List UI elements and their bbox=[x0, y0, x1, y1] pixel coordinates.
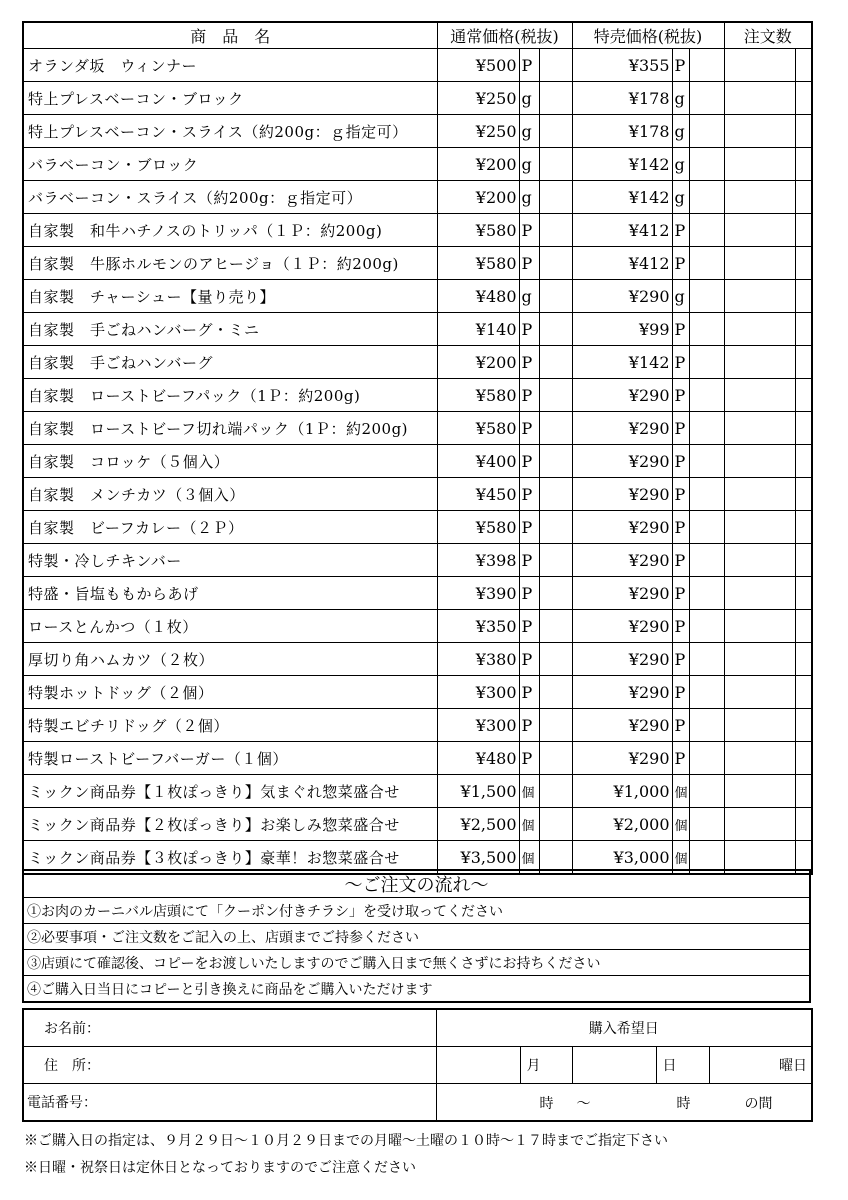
regular-price: ¥380 bbox=[437, 643, 519, 676]
sale-qty-cell[interactable] bbox=[689, 445, 724, 478]
time-range-field[interactable] bbox=[436, 1084, 812, 1122]
order-qty-extra[interactable] bbox=[795, 280, 812, 313]
regular-price: ¥3,500 bbox=[437, 841, 519, 875]
sale-price: ¥355 bbox=[572, 49, 672, 82]
sale-unit: P bbox=[672, 709, 689, 742]
order-qty-input[interactable] bbox=[724, 643, 795, 676]
regular-price: ¥580 bbox=[437, 214, 519, 247]
regular-unit: g bbox=[519, 181, 539, 214]
sale-price: ¥290 bbox=[572, 643, 672, 676]
table-row bbox=[23, 247, 812, 280]
flow-title: ～ご注文の流れ～ bbox=[23, 870, 810, 898]
table-header-row bbox=[23, 22, 812, 49]
month-input[interactable] bbox=[436, 1047, 520, 1084]
regular-unit: g bbox=[519, 280, 539, 313]
sale-qty-cell[interactable] bbox=[689, 148, 724, 181]
table-row bbox=[23, 82, 812, 115]
sale-qty-cell[interactable] bbox=[689, 808, 724, 841]
product-name: 自家製 ローストビーフパック（1Ｐ：約200g) bbox=[23, 379, 437, 412]
note-holiday: ※日曜・祝祭日は定休日となっておりますのでご注意ください bbox=[24, 1160, 416, 1176]
sale-price: ¥178 bbox=[572, 82, 672, 115]
sale-qty-cell[interactable] bbox=[689, 379, 724, 412]
order-qty-extra[interactable] bbox=[795, 115, 812, 148]
table-row bbox=[23, 676, 812, 709]
regular-qty-cell[interactable] bbox=[539, 181, 572, 214]
sale-unit: P bbox=[672, 346, 689, 379]
sale-qty-cell[interactable] bbox=[689, 412, 724, 445]
sale-qty-cell[interactable] bbox=[689, 610, 724, 643]
regular-price: ¥580 bbox=[437, 379, 519, 412]
sale-unit: g bbox=[672, 280, 689, 313]
sale-price: ¥142 bbox=[572, 148, 672, 181]
table-row bbox=[23, 115, 812, 148]
order-qty-input[interactable] bbox=[724, 610, 795, 643]
regular-unit: P bbox=[519, 478, 539, 511]
order-qty-extra[interactable] bbox=[795, 775, 812, 808]
table-row bbox=[23, 808, 812, 841]
table-row bbox=[23, 709, 812, 742]
order-qty-input[interactable] bbox=[724, 181, 795, 214]
product-name: 自家製 コロッケ（５個入） bbox=[23, 445, 437, 478]
header-regular-price: 通常価格(税抜) bbox=[437, 22, 572, 49]
sale-price: ¥290 bbox=[572, 280, 672, 313]
regular-qty-cell[interactable] bbox=[539, 676, 572, 709]
sale-qty-cell[interactable] bbox=[689, 181, 724, 214]
weekday-field[interactable]: 曜日 bbox=[709, 1047, 812, 1084]
sale-qty-cell[interactable] bbox=[689, 49, 724, 82]
sale-qty-cell[interactable] bbox=[689, 82, 724, 115]
regular-unit: P bbox=[519, 643, 539, 676]
regular-unit: P bbox=[519, 742, 539, 775]
customer-form bbox=[22, 1008, 813, 1122]
sale-price: ¥290 bbox=[572, 412, 672, 445]
header-order-qty: 注文数 bbox=[724, 22, 812, 49]
sale-unit: P bbox=[672, 49, 689, 82]
sale-qty-cell[interactable] bbox=[689, 115, 724, 148]
regular-unit: g bbox=[519, 82, 539, 115]
regular-price: ¥200 bbox=[437, 181, 519, 214]
product-name: 自家製 手ごねハンバーグ bbox=[23, 346, 437, 379]
regular-qty-cell[interactable] bbox=[539, 577, 572, 610]
order-qty-input[interactable] bbox=[724, 742, 795, 775]
sale-qty-cell[interactable] bbox=[689, 676, 724, 709]
order-qty-extra[interactable] bbox=[795, 82, 812, 115]
sale-price: ¥142 bbox=[572, 181, 672, 214]
regular-unit: P bbox=[519, 214, 539, 247]
sale-qty-cell[interactable] bbox=[689, 742, 724, 775]
day-label: 日 bbox=[656, 1047, 709, 1084]
sale-unit: 個 bbox=[672, 808, 689, 841]
order-qty-input[interactable] bbox=[724, 214, 795, 247]
product-name: バラベーコン・スライス（約200g：ｇ指定可） bbox=[23, 181, 437, 214]
product-name: オランダ坂 ウィンナー bbox=[23, 49, 437, 82]
table-row bbox=[23, 49, 812, 82]
table-row bbox=[23, 313, 812, 346]
order-qty-extra[interactable] bbox=[795, 346, 812, 379]
product-name: 自家製 ビーフカレー（２Ｐ） bbox=[23, 511, 437, 544]
sale-price: ¥1,000 bbox=[572, 775, 672, 808]
regular-unit: g bbox=[519, 115, 539, 148]
regular-price: ¥398 bbox=[437, 544, 519, 577]
product-name: 自家製 牛豚ホルモンのアヒージョ（１Ｐ：約200g) bbox=[23, 247, 437, 280]
regular-unit: 個 bbox=[519, 808, 539, 841]
regular-qty-cell[interactable] bbox=[539, 346, 572, 379]
product-name: 自家製 手ごねハンバーグ・ミニ bbox=[23, 313, 437, 346]
table-row bbox=[23, 214, 812, 247]
sale-unit: P bbox=[672, 544, 689, 577]
sale-unit: P bbox=[672, 247, 689, 280]
regular-price: ¥1,500 bbox=[437, 775, 519, 808]
product-name: 自家製 チャーシュー【量り売り】 bbox=[23, 280, 437, 313]
regular-unit: P bbox=[519, 445, 539, 478]
order-qty-input[interactable] bbox=[724, 577, 795, 610]
regular-unit: P bbox=[519, 610, 539, 643]
regular-qty-cell[interactable] bbox=[539, 709, 572, 742]
sale-qty-cell[interactable] bbox=[689, 280, 724, 313]
order-qty-extra[interactable] bbox=[795, 742, 812, 775]
regular-price: ¥450 bbox=[437, 478, 519, 511]
sale-unit: 個 bbox=[672, 775, 689, 808]
regular-unit: P bbox=[519, 412, 539, 445]
sale-price: ¥2,000 bbox=[572, 808, 672, 841]
regular-price: ¥200 bbox=[437, 148, 519, 181]
regular-unit: P bbox=[519, 313, 539, 346]
product-name: 特製ホットドッグ（２個） bbox=[23, 676, 437, 709]
sale-price: ¥290 bbox=[572, 610, 672, 643]
order-qty-extra[interactable] bbox=[795, 181, 812, 214]
order-qty-extra[interactable] bbox=[795, 577, 812, 610]
regular-price: ¥2,500 bbox=[437, 808, 519, 841]
product-name: 特上プレスベーコン・ブロック bbox=[23, 82, 437, 115]
table-row bbox=[23, 379, 812, 412]
regular-unit: P bbox=[519, 346, 539, 379]
sale-price: ¥412 bbox=[572, 214, 672, 247]
product-name: 特製エビチリドッグ（２個） bbox=[23, 709, 437, 742]
sale-price: ¥290 bbox=[572, 577, 672, 610]
regular-qty-cell[interactable] bbox=[539, 544, 572, 577]
order-qty-extra[interactable] bbox=[795, 247, 812, 280]
regular-price: ¥580 bbox=[437, 412, 519, 445]
flow-step-4: ④ご購入日当日にコピーと引き換えに商品をご購入いただけます bbox=[23, 976, 810, 1003]
order-qty-extra[interactable] bbox=[795, 49, 812, 82]
product-name: ミックン商品券【１枚ぽっきり】気まぐれ惣菜盛合せ bbox=[23, 775, 437, 808]
order-qty-input[interactable] bbox=[724, 280, 795, 313]
product-table bbox=[22, 21, 813, 875]
table-row bbox=[23, 478, 812, 511]
regular-qty-cell[interactable] bbox=[539, 412, 572, 445]
flow-step-3: ③店頭にて確認後、コピーをお渡しいたしますのでご購入日まで無くさずにお持ちください bbox=[23, 950, 810, 976]
regular-unit: 個 bbox=[519, 775, 539, 808]
sale-unit: P bbox=[672, 445, 689, 478]
sale-unit: P bbox=[672, 313, 689, 346]
sale-price: ¥178 bbox=[572, 115, 672, 148]
regular-price: ¥480 bbox=[437, 280, 519, 313]
sale-unit: P bbox=[672, 478, 689, 511]
regular-qty-cell[interactable] bbox=[539, 115, 572, 148]
regular-unit: P bbox=[519, 577, 539, 610]
sale-qty-cell[interactable] bbox=[689, 247, 724, 280]
sale-price: ¥412 bbox=[572, 247, 672, 280]
order-qty-input[interactable] bbox=[724, 478, 795, 511]
regular-price: ¥200 bbox=[437, 346, 519, 379]
sale-unit: P bbox=[672, 412, 689, 445]
sale-qty-cell[interactable] bbox=[689, 643, 724, 676]
regular-qty-cell[interactable] bbox=[539, 214, 572, 247]
sale-price: ¥290 bbox=[572, 709, 672, 742]
order-qty-input[interactable] bbox=[724, 49, 795, 82]
table-row bbox=[23, 742, 812, 775]
order-qty-extra[interactable] bbox=[795, 214, 812, 247]
table-row bbox=[23, 445, 812, 478]
sale-qty-cell[interactable] bbox=[689, 478, 724, 511]
order-qty-input[interactable] bbox=[724, 412, 795, 445]
sale-price: ¥290 bbox=[572, 676, 672, 709]
sale-price: ¥290 bbox=[572, 445, 672, 478]
sale-unit: P bbox=[672, 610, 689, 643]
table-row bbox=[23, 775, 812, 808]
regular-qty-cell[interactable] bbox=[539, 49, 572, 82]
product-name: バラベーコン・ブロック bbox=[23, 148, 437, 181]
day-input[interactable] bbox=[572, 1047, 656, 1084]
regular-unit: P bbox=[519, 511, 539, 544]
regular-price: ¥350 bbox=[437, 610, 519, 643]
sale-price: ¥290 bbox=[572, 511, 672, 544]
order-qty-input[interactable] bbox=[724, 82, 795, 115]
phone-field[interactable]: 電話番号： bbox=[23, 1084, 436, 1122]
order-qty-input[interactable] bbox=[724, 544, 795, 577]
regular-qty-cell[interactable] bbox=[539, 313, 572, 346]
purchase-date-label: 購入希望日 bbox=[436, 1009, 812, 1047]
order-qty-input[interactable] bbox=[724, 775, 795, 808]
regular-price: ¥500 bbox=[437, 49, 519, 82]
sale-qty-cell[interactable] bbox=[689, 214, 724, 247]
regular-price: ¥250 bbox=[437, 115, 519, 148]
regular-qty-cell[interactable] bbox=[539, 643, 572, 676]
product-name: 厚切り角ハムカツ（２枚） bbox=[23, 643, 437, 676]
product-name: 自家製 和牛ハチノスのトリッパ（１Ｐ：約200g) bbox=[23, 214, 437, 247]
address-field[interactable]: 住 所： bbox=[23, 1047, 436, 1084]
sale-unit: g bbox=[672, 148, 689, 181]
order-qty-extra[interactable] bbox=[795, 544, 812, 577]
order-qty-input[interactable] bbox=[724, 709, 795, 742]
sale-unit: P bbox=[672, 214, 689, 247]
product-name: 特製ローストビーフバーガー（１個） bbox=[23, 742, 437, 775]
order-qty-input[interactable] bbox=[724, 808, 795, 841]
name-field[interactable]: お名前： bbox=[23, 1009, 436, 1047]
sale-price: ¥290 bbox=[572, 544, 672, 577]
regular-qty-cell[interactable] bbox=[539, 445, 572, 478]
order-qty-extra[interactable] bbox=[795, 643, 812, 676]
tilde-label: ～ bbox=[576, 1096, 591, 1112]
month-label: 月 bbox=[520, 1047, 572, 1084]
between-label: の間 bbox=[744, 1096, 773, 1112]
order-qty-input[interactable] bbox=[724, 247, 795, 280]
sale-qty-cell[interactable] bbox=[689, 511, 724, 544]
order-qty-extra[interactable] bbox=[795, 313, 812, 346]
order-qty-extra[interactable] bbox=[795, 709, 812, 742]
regular-price: ¥140 bbox=[437, 313, 519, 346]
header-sale-price: 特売価格(税抜) bbox=[572, 22, 724, 49]
order-qty-input[interactable] bbox=[724, 346, 795, 379]
order-qty-input[interactable] bbox=[724, 676, 795, 709]
order-qty-input[interactable] bbox=[724, 445, 795, 478]
order-qty-input[interactable] bbox=[724, 379, 795, 412]
regular-unit: g bbox=[519, 148, 539, 181]
regular-unit: P bbox=[519, 247, 539, 280]
regular-price: ¥580 bbox=[437, 511, 519, 544]
regular-price: ¥480 bbox=[437, 742, 519, 775]
table-row bbox=[23, 181, 812, 214]
regular-unit: 個 bbox=[519, 841, 539, 875]
regular-price: ¥300 bbox=[437, 709, 519, 742]
product-name: ミックン商品券【２枚ぽっきり】お楽しみ惣菜盛合せ bbox=[23, 808, 437, 841]
sale-unit: g bbox=[672, 82, 689, 115]
sale-unit: P bbox=[672, 676, 689, 709]
regular-price: ¥300 bbox=[437, 676, 519, 709]
order-qty-extra[interactable] bbox=[795, 808, 812, 841]
regular-price: ¥250 bbox=[437, 82, 519, 115]
order-qty-input[interactable] bbox=[724, 511, 795, 544]
sale-unit: P bbox=[672, 511, 689, 544]
sale-unit: P bbox=[672, 577, 689, 610]
order-qty-extra[interactable] bbox=[795, 610, 812, 643]
order-qty-input[interactable] bbox=[724, 313, 795, 346]
sale-unit: P bbox=[672, 379, 689, 412]
sale-qty-cell[interactable] bbox=[689, 577, 724, 610]
sale-price: ¥290 bbox=[572, 742, 672, 775]
table-row bbox=[23, 280, 812, 313]
sale-price: ¥142 bbox=[572, 346, 672, 379]
regular-qty-cell[interactable] bbox=[539, 511, 572, 544]
regular-price: ¥400 bbox=[437, 445, 519, 478]
product-name: 特上プレスベーコン・スライス（約200g：ｇ指定可） bbox=[23, 115, 437, 148]
sale-unit: g bbox=[672, 115, 689, 148]
sale-price: ¥99 bbox=[572, 313, 672, 346]
product-rows bbox=[23, 49, 812, 875]
order-flow-box bbox=[22, 869, 811, 1003]
product-name: 特盛・旨塩ももからあげ bbox=[23, 577, 437, 610]
sale-unit: P bbox=[672, 742, 689, 775]
order-qty-extra[interactable] bbox=[795, 148, 812, 181]
regular-unit: P bbox=[519, 379, 539, 412]
regular-qty-cell[interactable] bbox=[539, 610, 572, 643]
regular-qty-cell[interactable] bbox=[539, 775, 572, 808]
sale-unit: 個 bbox=[672, 841, 689, 875]
regular-unit: P bbox=[519, 709, 539, 742]
sale-price: ¥290 bbox=[572, 379, 672, 412]
sale-qty-cell[interactable] bbox=[689, 775, 724, 808]
regular-unit: P bbox=[519, 544, 539, 577]
regular-qty-cell[interactable] bbox=[539, 478, 572, 511]
table-row bbox=[23, 643, 812, 676]
table-row bbox=[23, 148, 812, 181]
sale-qty-cell[interactable] bbox=[689, 544, 724, 577]
order-qty-extra[interactable] bbox=[795, 676, 812, 709]
table-row bbox=[23, 511, 812, 544]
table-row bbox=[23, 412, 812, 445]
table-row bbox=[23, 577, 812, 610]
product-name: 自家製 ローストビーフ切れ端パック（1Ｐ：約200g) bbox=[23, 412, 437, 445]
sale-unit: g bbox=[672, 181, 689, 214]
sale-qty-cell[interactable] bbox=[689, 709, 724, 742]
regular-unit: P bbox=[519, 676, 539, 709]
header-product-name: 商 品 名 bbox=[23, 22, 437, 49]
sale-price: ¥3,000 bbox=[572, 841, 672, 875]
table-row bbox=[23, 544, 812, 577]
note-date-range: ※ご購入日の指定は、９月２９日～１０月２９日までの月曜～土曜の１０時～１７時までご指定下さい bbox=[24, 1133, 668, 1149]
order-qty-extra[interactable] bbox=[795, 412, 812, 445]
regular-qty-cell[interactable] bbox=[539, 82, 572, 115]
regular-qty-cell[interactable] bbox=[539, 148, 572, 181]
regular-qty-cell[interactable] bbox=[539, 247, 572, 280]
order-qty-input[interactable] bbox=[724, 115, 795, 148]
order-qty-extra[interactable] bbox=[795, 511, 812, 544]
flow-step-1: ①お肉のカーニバル店頭にて「クーポン付きチラシ」を受け取ってください bbox=[23, 898, 810, 924]
flow-step-2: ②必要事項・ご注文数をご記入の上、店頭までご持参ください bbox=[23, 924, 810, 950]
regular-price: ¥390 bbox=[437, 577, 519, 610]
regular-price: ¥580 bbox=[437, 247, 519, 280]
product-name: ミックン商品券【３枚ぽっきり】豪華！お惣菜盛合せ bbox=[23, 841, 437, 875]
product-name: ロースとんかつ（１枚） bbox=[23, 610, 437, 643]
product-name: 自家製 メンチカツ（３個入） bbox=[23, 478, 437, 511]
order-qty-extra[interactable] bbox=[795, 478, 812, 511]
sale-qty-cell[interactable] bbox=[689, 346, 724, 379]
table-row bbox=[23, 346, 812, 379]
regular-qty-cell[interactable] bbox=[539, 280, 572, 313]
regular-qty-cell[interactable] bbox=[539, 808, 572, 841]
order-qty-extra[interactable] bbox=[795, 379, 812, 412]
order-qty-extra[interactable] bbox=[795, 445, 812, 478]
sale-price: ¥290 bbox=[572, 478, 672, 511]
hour-label: 時 bbox=[539, 1096, 554, 1112]
order-qty-input[interactable] bbox=[724, 148, 795, 181]
regular-unit: P bbox=[519, 49, 539, 82]
table-row bbox=[23, 610, 812, 643]
product-name: 特製・冷しチキンバー bbox=[23, 544, 437, 577]
regular-qty-cell[interactable] bbox=[539, 742, 572, 775]
hour-label-2: 時 bbox=[676, 1096, 691, 1112]
sale-unit: P bbox=[672, 643, 689, 676]
sale-qty-cell[interactable] bbox=[689, 313, 724, 346]
regular-qty-cell[interactable] bbox=[539, 379, 572, 412]
